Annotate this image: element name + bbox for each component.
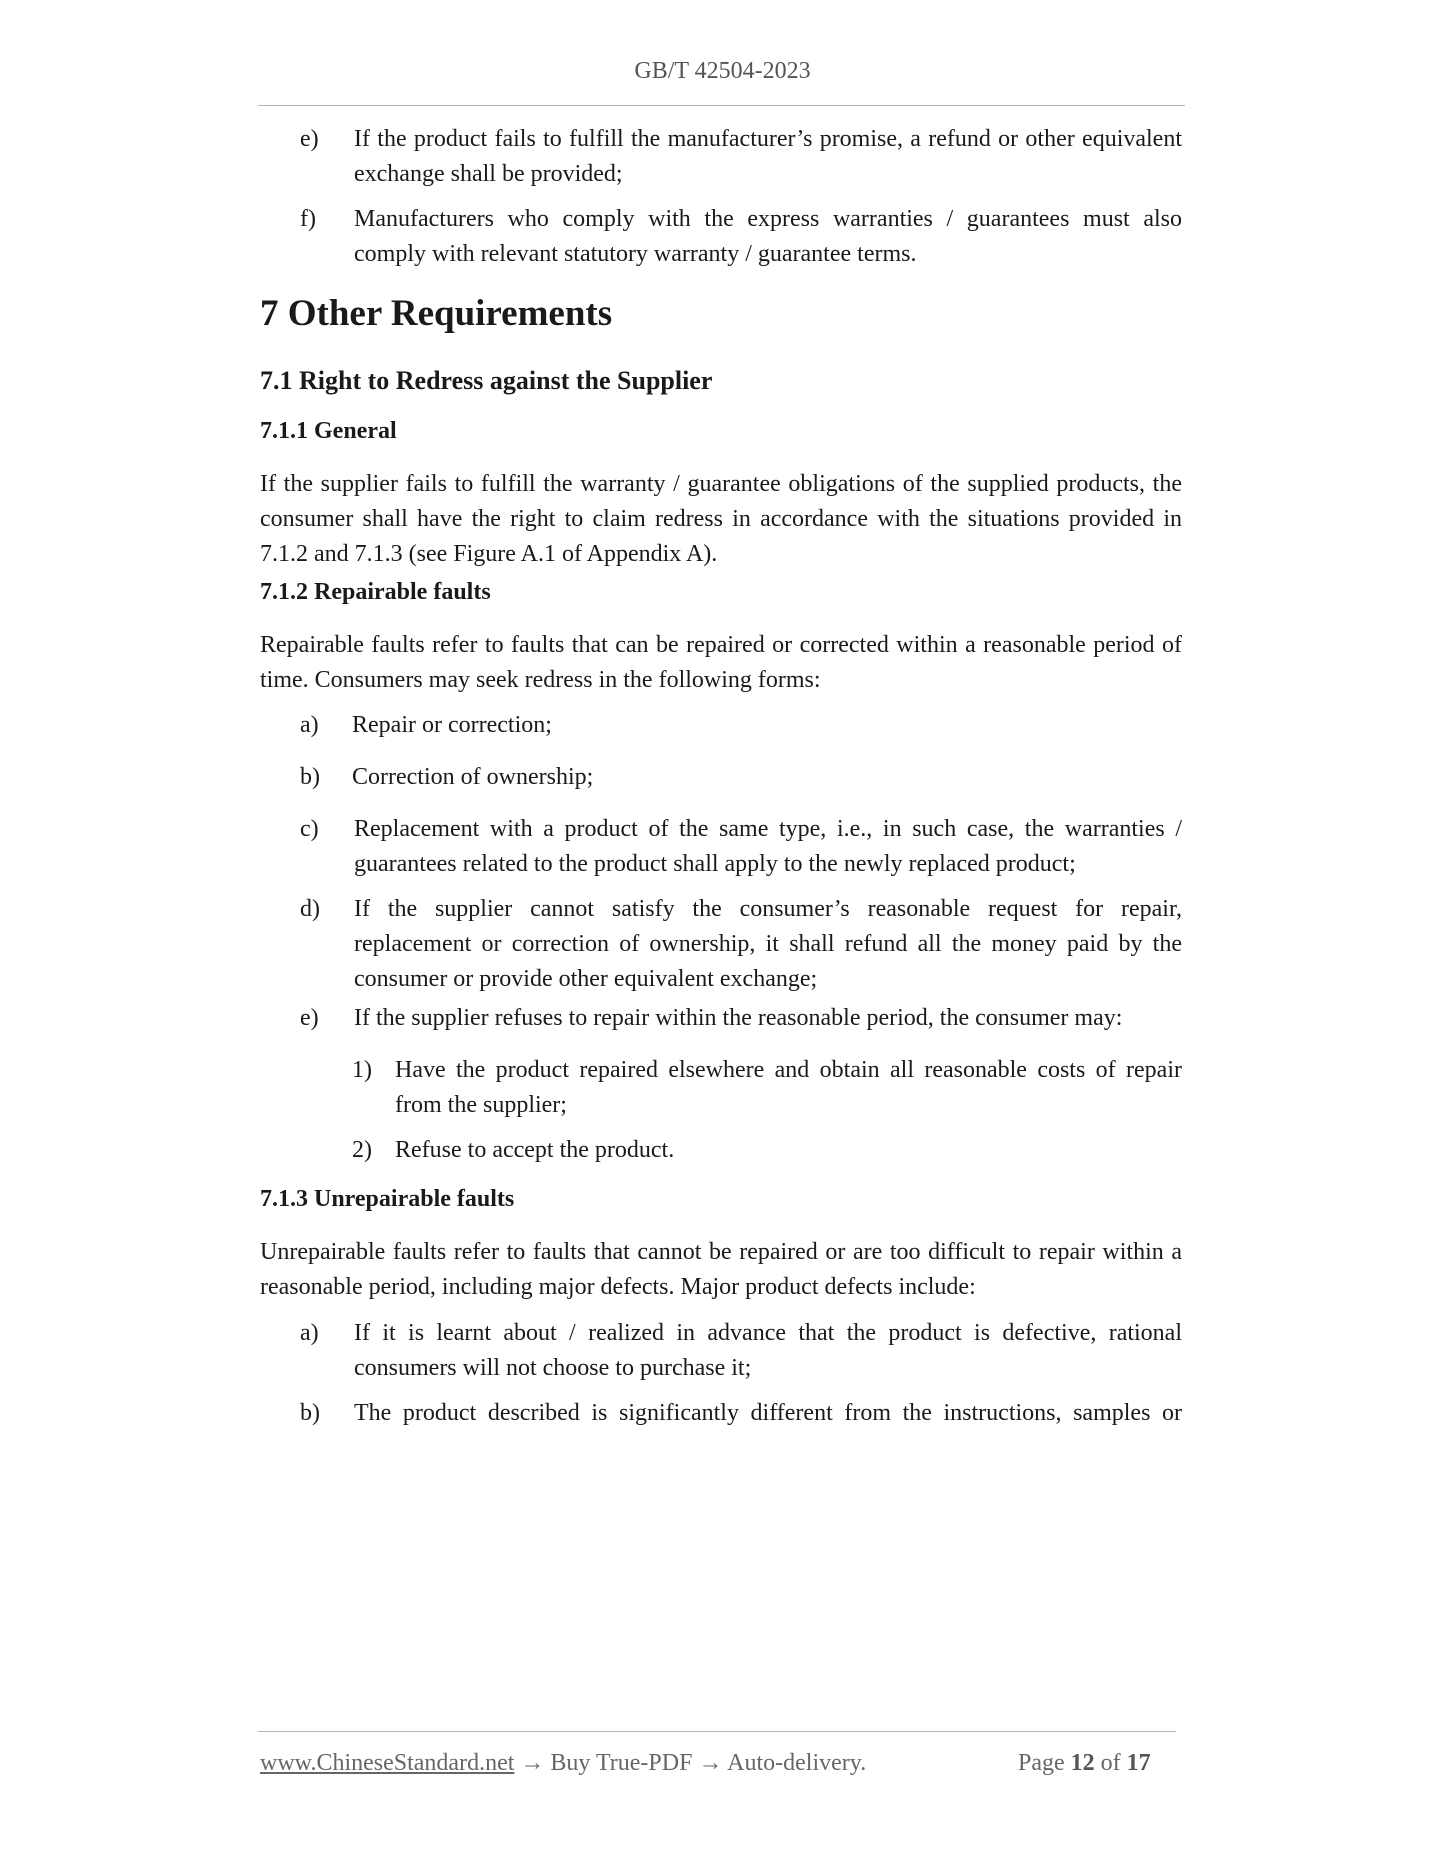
page-of-label: of (1100, 1750, 1121, 1776)
arrow-right-icon: → (520, 1750, 545, 1776)
list-item-text: The product described is significantly different from the instructions, samples or (354, 1400, 1182, 1426)
section-7-1-1-paragraph: If the supplier fails to fulfill the warranty / guarantee obligations of the supplied products, the consumer shall have the right to claim redress in accordance with the situations provided in 7.1.2 and 7.1.3 (see Figure A.1 of Appendix A). (260, 471, 1182, 567)
list-item-text: If the supplier refuses to repair within the reasonable period, the consumer may: (354, 1005, 1123, 1031)
running-header: GB/T 42504-2023 (634, 58, 811, 84)
list-item-label: f) (300, 206, 316, 232)
page-label: Page (1018, 1750, 1065, 1776)
auto-delivery-text: Auto-delivery. (727, 1750, 867, 1776)
list-item-text: If the product fails to fulfill the manufacturer’s promise, a refund or other equivalent exchange shall be provided; (354, 126, 1182, 187)
footer-divider (258, 1731, 1176, 1732)
list-item-label: e) (300, 1005, 319, 1031)
site-link[interactable]: www.ChineseStandard.net (260, 1750, 515, 1776)
page-current: 12 (1070, 1750, 1095, 1776)
footer-promo (260, 1750, 866, 1777)
section-7-heading: 7 Other Requirements (260, 293, 613, 334)
list-item-label: d) (300, 896, 320, 922)
sub-item-label: 1) (352, 1057, 372, 1083)
section-7-1-3-heading: 7.1.3 Unrepairable faults (260, 1186, 515, 1212)
section-7-1-2-heading: 7.1.2 Repairable faults (260, 579, 491, 605)
list-item-text: Correction of ownership; (352, 764, 594, 790)
list-item-text: Replacement with a product of the same type, i.e., in such case, the warranties / guarantees related to the product shall apply to the newly replaced product; (354, 816, 1182, 877)
list-item-label: a) (300, 712, 319, 738)
page-total: 17 (1126, 1750, 1151, 1776)
list-item-label: e) (300, 126, 319, 152)
list-item-label: a) (300, 1320, 319, 1346)
sub-item-label: 2) (352, 1137, 372, 1163)
list-item-text: If the supplier cannot satisfy the consumer’s reasonable request for repair, replacement or correction of ownership, it shall refund all the money paid by the consumer or provide other equivalent exchange; (354, 896, 1182, 992)
buy-pdf-text: Buy True-PDF (550, 1750, 693, 1776)
section-7-1-2-paragraph: Repairable faults refer to faults that can be repaired or corrected within a reasonable period of time. Consumers may seek redress in the following forms: (260, 632, 1182, 693)
section-7-1-1-heading: 7.1.1 General (260, 418, 397, 444)
section-7-1-heading: 7.1 Right to Redress against the Supplier (260, 366, 713, 395)
list-item-text: Manufacturers who comply with the express warranties / guarantees must also comply with relevant statutory warranty / guarantee terms. (354, 206, 1182, 267)
page-number (1018, 1750, 1151, 1777)
list-item-text: Repair or correction; (352, 712, 552, 738)
list-item-label: b) (300, 1400, 320, 1426)
sub-item-text: Refuse to accept the product. (395, 1137, 675, 1163)
section-7-1-3-paragraph: Unrepairable faults refer to faults that cannot be repaired or are too difficult to repair within a reasonable period, including major defects. Major product defects include: (260, 1239, 1182, 1300)
list-item-text: If it is learnt about / realized in advance that the product is defective, rational consumers will not choose to purchase it; (354, 1320, 1182, 1381)
arrow-right-icon: → (698, 1750, 723, 1776)
list-item-label: b) (300, 764, 320, 790)
sub-item-text: Have the product repaired elsewhere and obtain all reasonable costs of repair from the supplier; (395, 1057, 1182, 1118)
list-item-label: c) (300, 816, 319, 842)
